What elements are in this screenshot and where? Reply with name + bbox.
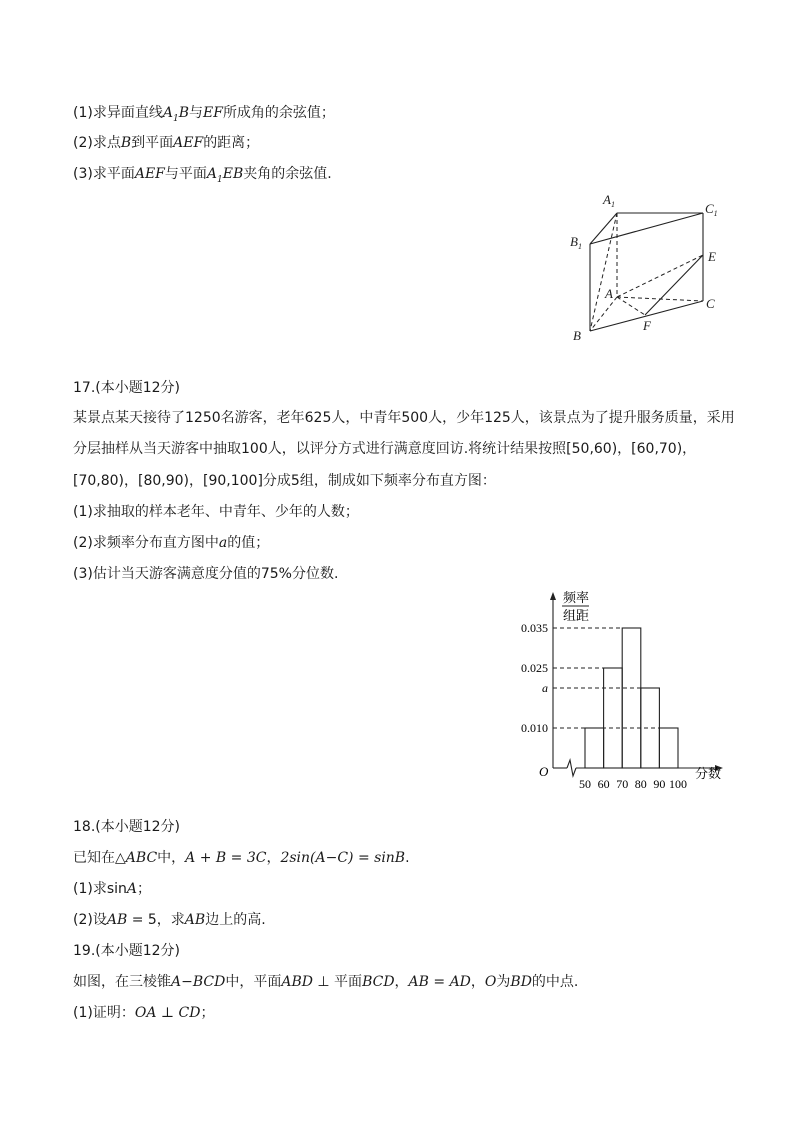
label-B: B [573, 328, 581, 343]
text: (1)求异面直线 [73, 105, 163, 121]
math-eq1: A + B = 3C [185, 850, 267, 866]
q17-part3: (3)估计当天游客满意度分值的75%分位数. [73, 566, 339, 582]
math-EB: EB [222, 166, 244, 182]
text: ， [470, 974, 485, 990]
x-tick-label: 70 [616, 777, 629, 790]
axis-break [567, 760, 576, 776]
text: 已知在 [73, 850, 115, 866]
q16-part2 [73, 134, 259, 152]
q17-part2 [73, 534, 269, 552]
y-tick-label: 0.025 [521, 661, 548, 675]
text: (1)求sin [73, 881, 127, 897]
x-tick-label: 80 [634, 777, 647, 790]
y-axis-arrow [550, 592, 556, 600]
frequency-histogram [505, 590, 735, 790]
x-tick-label: 100 [669, 777, 687, 790]
q17-stem-line3: [70,80)，[80,90)，[90,100]分成5组，制成如下频率分布直方图： [73, 473, 496, 489]
text: 夹角的余弦值. [243, 166, 332, 182]
text: (3)求平面 [73, 166, 135, 182]
math-ABC: ABC [125, 850, 158, 866]
x-tick-label: 60 [597, 777, 610, 790]
ylabel-numerator: 频率 [563, 591, 590, 606]
label-A: A [605, 286, 613, 301]
q18-part1 [73, 880, 151, 898]
math-BD: BD [510, 974, 532, 990]
math-A: A [162, 105, 173, 121]
label-C: C [706, 296, 715, 311]
histogram-bar [604, 668, 623, 768]
q17-header: 17.(本小题12分) [73, 380, 181, 396]
y-tick-label: a [542, 681, 548, 695]
q19-stem [73, 973, 578, 991]
text: (1)证明： [73, 1005, 135, 1021]
prism-figure [560, 188, 740, 348]
math-A: A [206, 166, 218, 182]
y-tick-label: 0.035 [521, 621, 548, 635]
q18-header: 18.(本小题12分) [73, 819, 181, 835]
math-AEF: AEF [173, 135, 204, 151]
x-tick-label: 50 [579, 777, 591, 790]
label-C1: $C_1$ [705, 201, 718, 218]
text: 到平面 [131, 135, 174, 151]
text: ，求 [156, 912, 185, 928]
text: 如图，在三棱锥 [73, 974, 171, 990]
math-AB: AB [106, 912, 128, 928]
label-A1: $A_1$ [603, 192, 615, 209]
q19-part1 [73, 1004, 214, 1022]
text: (2)设 [73, 912, 107, 928]
origin-label: O [539, 764, 549, 779]
label-E: E [708, 249, 716, 264]
q17-stem-line2: 分层抽样从当天游客中抽取100人，以评分方式进行满意度回访.将统计结果按照[50,60)，[60,70)， [73, 441, 697, 457]
label-B1: $B_1$ [570, 234, 582, 251]
math-a: a [218, 535, 228, 551]
histogram-bar [659, 728, 678, 768]
math-B: B [120, 135, 132, 151]
text: ⊥ 平面 [312, 974, 363, 990]
q17-part1: (1)求抽取的样本老年、中青年、少年的人数； [73, 504, 359, 520]
q18-stem [73, 849, 410, 867]
text: ； [137, 881, 152, 897]
text: 所成角的余弦值； [222, 105, 335, 121]
text: . [405, 850, 410, 866]
q17-stem-line1: 某景点某天接待了1250名游客，老年625人，中青年500人，少年125人，该景点为了提升服务质量，采用 [73, 410, 735, 426]
text: ； [200, 1005, 215, 1021]
text: 与平面 [164, 166, 207, 182]
histogram-bar [585, 728, 604, 768]
x-tick-label: 90 [653, 777, 666, 790]
math-BCD: BCD [362, 974, 395, 990]
text: ， [266, 850, 281, 866]
math-sub: 1 [217, 174, 223, 185]
histogram-bar [622, 628, 641, 768]
q19-header: 19.(本小题12分) [73, 943, 181, 959]
text: 为 [496, 974, 511, 990]
math-AB-AD: AB = AD [408, 974, 471, 990]
math-ABD: ABD [281, 974, 313, 990]
text: 的值； [227, 535, 270, 551]
triangle-symbol: △ [115, 850, 126, 866]
text: 中，平面 [225, 974, 282, 990]
math-OA-perp-CD: OA ⊥ CD [134, 1005, 201, 1021]
xlabel: 分数 [695, 767, 722, 782]
text: (2)求点 [73, 135, 121, 151]
text: 的距离； [203, 135, 260, 151]
math-O: O [484, 974, 497, 990]
text: 边上的高. [205, 912, 266, 928]
q16-part3 [73, 165, 332, 189]
q16-part1 [73, 104, 335, 128]
ylabel-denominator: 组距 [563, 609, 590, 624]
text: = 5 [127, 912, 157, 928]
math-EF: EF [203, 105, 223, 121]
text: 的中点. [531, 974, 579, 990]
text: 中， [157, 850, 186, 866]
histogram-bar [641, 688, 660, 768]
math-eq2: 2sin(A−C) = sinB [280, 850, 406, 866]
math-B: B [178, 105, 189, 121]
y-tick-label: 0.010 [521, 721, 548, 735]
text: (2)求频率分布直方图中 [73, 535, 219, 551]
math-ABCD: A−BCD [171, 974, 226, 990]
label-F: F [643, 318, 651, 333]
text: 与 [189, 105, 203, 121]
text: ， [394, 974, 409, 990]
math-AB: AB [184, 912, 206, 928]
q18-part2 [73, 911, 266, 929]
math-sub: 1 [172, 113, 179, 124]
math-A: A [126, 881, 138, 897]
math-AEF: AEF [134, 166, 165, 182]
